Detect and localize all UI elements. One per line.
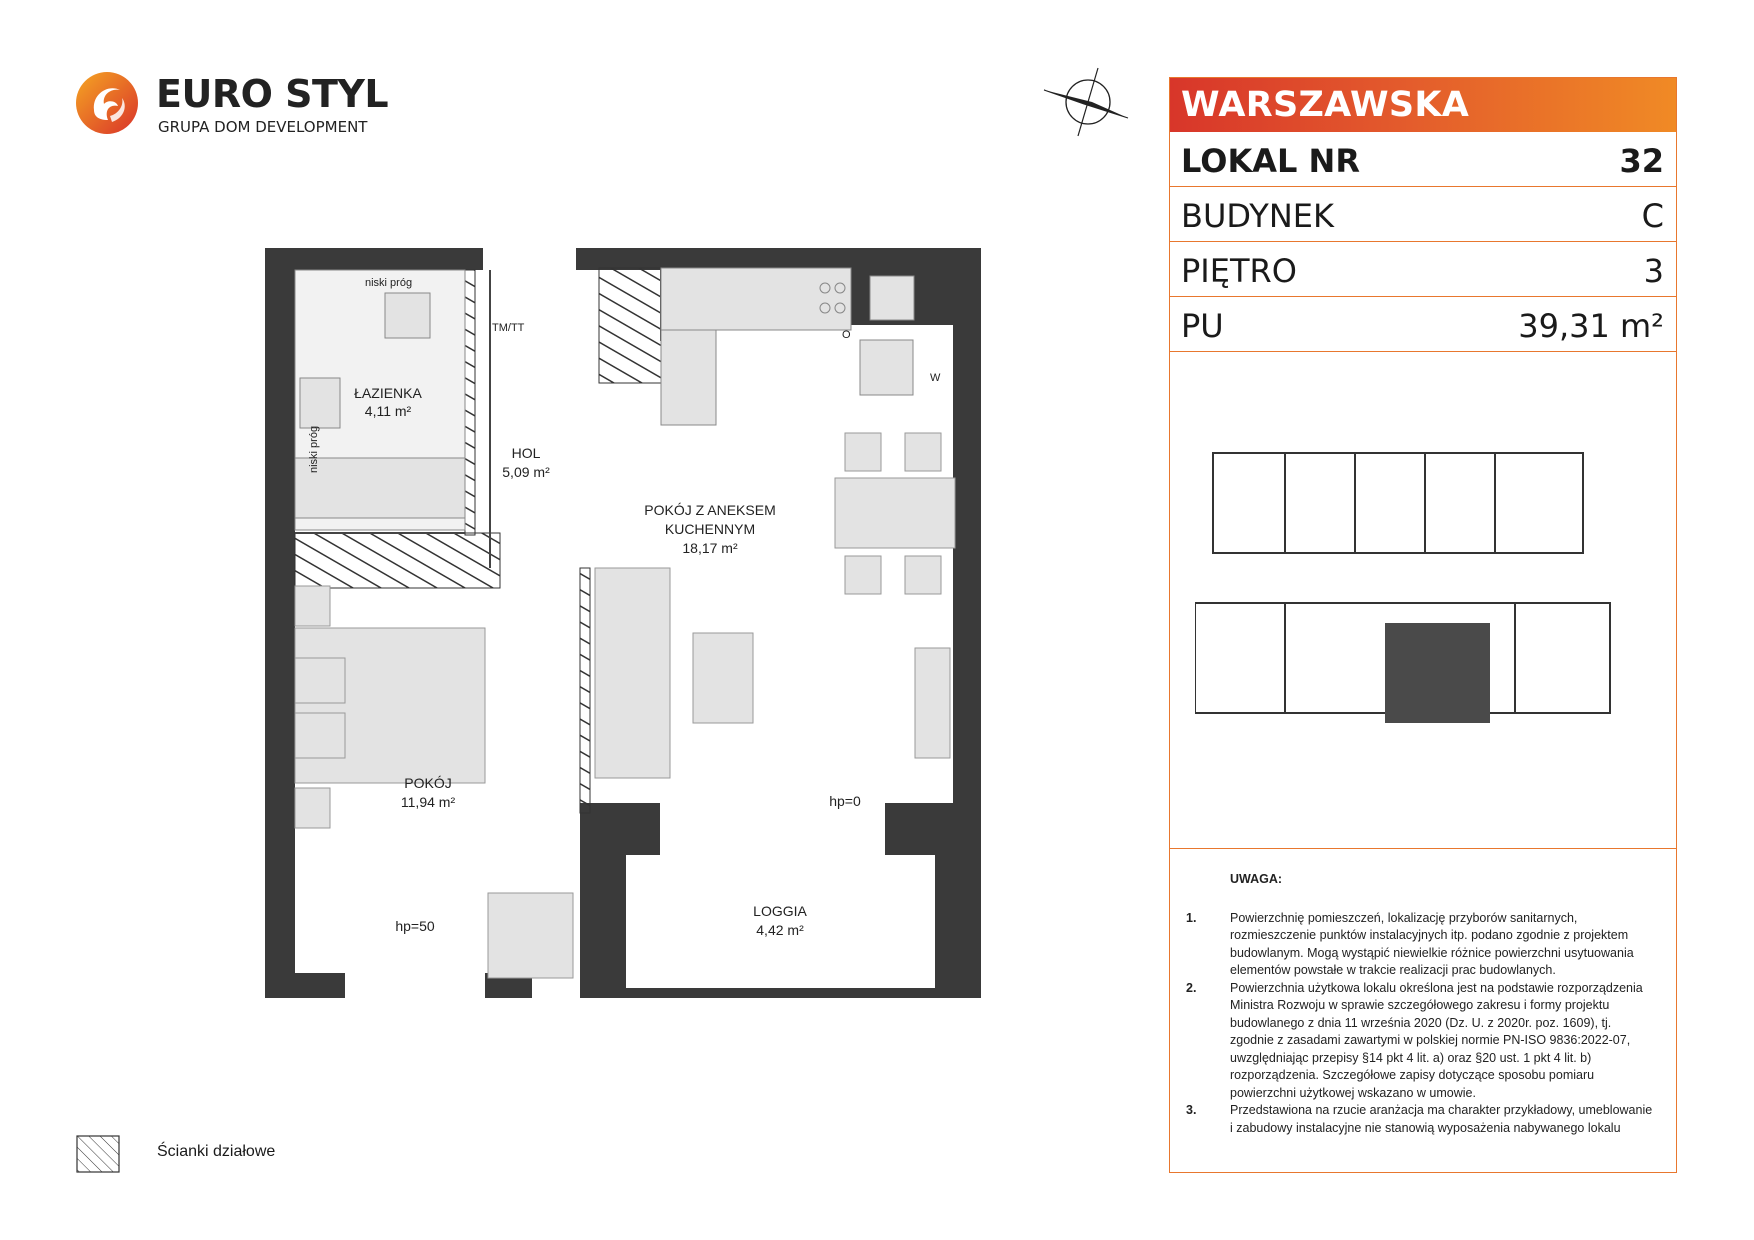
note-item [1186,910,1656,980]
room-name: POKÓJ [404,775,452,791]
low-threshold-label: niski próg [365,277,413,289]
street-name: WARSZAWSKA [1181,85,1470,125]
note-text: Powierzchnia użytkowa lokalu określona jest na podstawie rozporządzenia Ministra Rozwoju w sprawie szczegółowego zakresu i formy projektu budowlanego z dnia 11 września 2020 (Dz. U. z 2020r. poz. 1609), tj. zgodnie z zasadami zawartymi w polskiej normie PN-ISO 9836:2022-07, uwzględniając przepisy §14 pkt 4 lit. a) oraz §20 ust. 1 pkt 4 lit. b) rozporządzenia. Szczegółowe zapisy dotyczące sposobu pomiaru powierzchni użytkowej wskazano w umowie. [1230,980,1643,1100]
note-number: 3. [1186,1103,1197,1117]
living-name-line1: POKÓJ Z ANEKSEM [644,502,776,518]
low-threshold-label-2: niski próg [308,425,320,473]
note-number: 1. [1186,910,1197,925]
row-label: BUDYNEK [1181,197,1334,235]
tm-tt-label: TM/TT [492,322,525,334]
notes [1186,871,1656,1137]
notes-title: UWAGA: [1230,872,1283,886]
street-header [1170,78,1676,132]
eurostyl-logo-icon [74,70,140,136]
hp50-label: hp=50 [395,918,435,934]
row-floor [1170,242,1676,297]
hall-area: 5,09 m² [502,464,550,480]
loggia-area: 4,42 m² [756,922,804,938]
sofa [595,568,753,778]
note-number: 2. [1186,980,1197,995]
living-area: 18,17 m² [682,540,738,556]
brand-name: EURO STYL [156,72,389,116]
dining-set [835,433,955,758]
row-value: C [1641,197,1664,235]
hp0-label: hp=0 [829,793,861,809]
row-label: PIĘTRO [1181,252,1297,290]
loggia-name: LOGGIA [753,903,807,919]
row-unit-number [1170,132,1676,187]
north-arrow-icon [1040,62,1130,142]
floor-plan [260,228,990,1008]
legend-label: Ścianki działowe [157,1143,276,1160]
note-text: Powierzchnię pomieszczeń, lokalizację przyborów sanitarnych, rozmieszczenie punktów instalacyjnych itp. podano zgodnie z projektem budowlanym. Mogą wystąpić niewielkie różnice powierzchni usytuowania elementów powstałe w trakcie realizacji prac budowlanych. [1230,910,1634,977]
living-name-line2: KUCHENNYM [664,521,756,537]
hatch-swatch-icon [76,1135,120,1173]
w-label: W [930,372,941,384]
hall-name: HOL [511,445,541,461]
row-label: PU [1181,307,1224,345]
building-key-plan [1195,433,1655,743]
bathroom-area: 4,11 m² [364,403,412,419]
row-value: 32 [1619,142,1664,180]
note-item [1186,980,1656,1103]
divider [1170,848,1676,849]
row-value: 3 [1643,252,1664,290]
bathroom-name: ŁAZIENKA [354,385,422,401]
row-area [1170,297,1676,352]
room-area: 11,94 m² [400,794,456,810]
unit-highlight [1385,623,1490,723]
kitchen [661,268,914,425]
row-building [1170,187,1676,242]
o-label: O [842,329,851,341]
brand-tagline: GRUPA DOM DEVELOPMENT [158,118,368,136]
logo [74,70,394,140]
note-item [1186,1102,1656,1137]
note-text: Przedstawiona na rzucie aranżacja ma charakter przykładowy, umeblowanie i zabudowy instalacyjne nie stanowią wyposażenia nabywanego lokalu [1230,1103,1653,1135]
row-value: 39,31 m² [1518,307,1664,345]
row-label: LOKAL NR [1181,142,1360,180]
